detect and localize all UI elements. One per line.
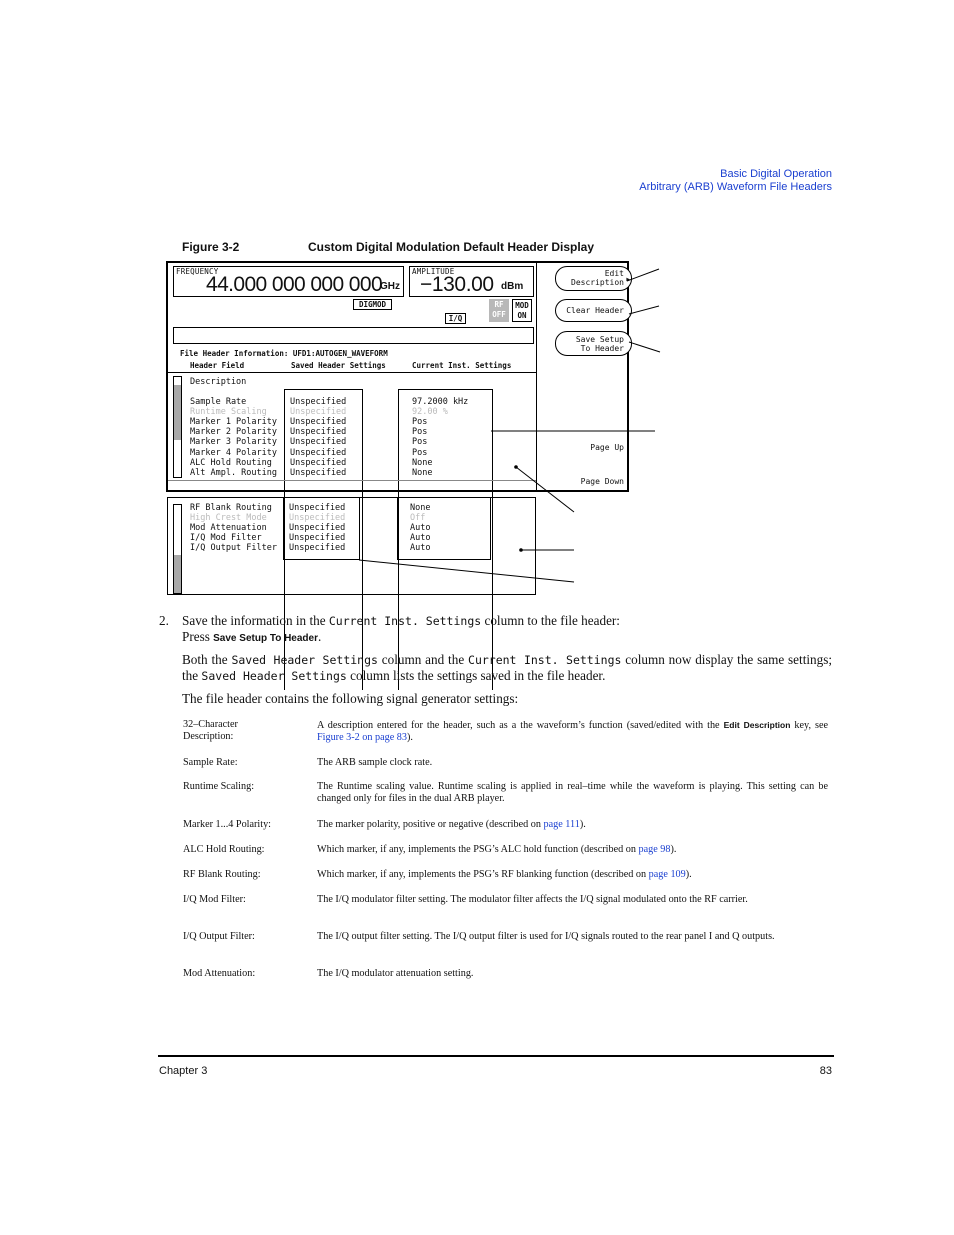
running-header-section: Basic Digital Operation <box>720 168 832 180</box>
row-saved: Unspecified <box>290 407 347 418</box>
save-setup-key-ref: Save Setup To Header <box>213 633 318 644</box>
frequency-value: 44.000 000 000 000 <box>206 273 383 296</box>
row-field[interactable]: I/Q Output Filter <box>190 543 277 554</box>
page-reference-link[interactable]: page 109 <box>648 869 686 880</box>
para1-t3: column now display <box>625 652 734 667</box>
page-reference-link[interactable]: page 111 <box>543 819 580 830</box>
settings-description <box>317 757 828 769</box>
mod-on-line1: MOD <box>515 301 529 310</box>
row-current: 92.00 % <box>412 407 448 418</box>
running-header-subsection: Arbitrary (ARB) Waveform File Headers <box>639 180 832 193</box>
settings-label <box>183 819 313 831</box>
row-field[interactable]: Sample Rate <box>190 397 247 407</box>
row-saved: Unspecified <box>289 543 346 554</box>
settings-description-text: ). <box>685 869 692 880</box>
settings-label-line: RF Blank Routing: <box>183 869 261 880</box>
row-current: Auto <box>410 543 431 554</box>
settings-description-text: ). <box>579 819 586 830</box>
save-setup-line1: Save Setup <box>575 335 624 344</box>
row-current: Auto <box>410 523 431 534</box>
settings-label-line: I/Q Output Filter: <box>183 931 255 942</box>
figure-number: Figure 3-2 <box>182 240 240 254</box>
settings-description-text: The marker polarity, positive or negative (described on <box>317 819 544 830</box>
para1-t4: the same settings; the <box>182 652 833 684</box>
row-field[interactable]: Marker 3 Polarity <box>190 437 277 448</box>
row-field[interactable]: ALC Hold Routing <box>190 457 272 468</box>
page-down-softkey[interactable]: Page Down <box>580 477 624 486</box>
row-field[interactable]: High Crest Mode <box>190 513 267 524</box>
row-field[interactable]: Marker 4 Polarity <box>190 447 277 458</box>
edit-description-line1: Edit <box>604 269 624 278</box>
settings-description-text: The Runtime scaling value. Runtime scaling is applied in real–time while the waveform is playing. This setting can be changed only for files in the dual ARB player. <box>317 781 828 805</box>
settings-description <box>317 781 828 805</box>
para1-t1: Both the <box>182 652 228 667</box>
row-field[interactable]: Mod Attenuation <box>190 523 267 534</box>
settings-description-text: The I/Q output filter setting. The I/Q output filter is used for I/Q signals routed to the rear panel I and Q outputs. <box>317 931 775 942</box>
col-header-saved: Saved Header Settings <box>291 361 386 370</box>
row-saved: Unspecified <box>290 427 347 438</box>
settings-label <box>183 781 313 793</box>
page-up-softkey[interactable]: Page Up <box>590 443 624 452</box>
settings-description-text: ). <box>670 844 677 855</box>
settings-label <box>183 719 313 743</box>
mod-on-line2: ON <box>517 311 527 320</box>
para1-c2: Current Inst. Settings <box>468 653 622 667</box>
row-current: Auto <box>410 533 431 544</box>
settings-label-line: 32–Character <box>183 719 238 730</box>
settings-description <box>317 931 828 943</box>
edit-description-line2: Description <box>571 278 624 287</box>
para1-c3: Saved Header Settings <box>201 669 347 684</box>
submenu-arrow-icon: ▶ <box>626 276 630 283</box>
settings-label-line: Mod Attenuation: <box>183 968 256 979</box>
paragraph-both <box>182 652 832 684</box>
clear-header-softkey[interactable]: Clear Header <box>555 299 632 322</box>
settings-description-text: ). <box>406 732 413 744</box>
amplitude-unit: dBm <box>501 281 524 292</box>
step-number: 2. <box>159 613 169 628</box>
save-setup-line2: To Header <box>580 344 624 353</box>
row-saved: Unspecified <box>290 417 347 428</box>
footer-page-number: 83 <box>819 1065 832 1077</box>
edit-key-ref: Edit <box>723 720 740 730</box>
col-header-current: Current Inst. Settings <box>412 361 512 370</box>
step2-code: Current Inst. Settings <box>328 614 482 628</box>
row-saved: Unspecified <box>289 523 346 534</box>
settings-description <box>317 869 828 881</box>
settings-label-line: I/Q Mod Filter: <box>183 894 246 905</box>
frequency-unit: GHz <box>380 281 400 292</box>
description-row-label: Description <box>190 377 247 387</box>
settings-label <box>183 931 313 943</box>
row-current: Pos <box>412 447 428 458</box>
settings-description <box>317 968 828 980</box>
settings-description-text: A description entered for the header, such as a the waveform’s function (saved/edited with the <box>317 720 720 731</box>
description-key-ref: Description <box>743 720 791 730</box>
row-saved: Unspecified <box>289 503 346 513</box>
step2-text-b: column to the file header: <box>484 613 620 628</box>
settings-description <box>317 819 828 831</box>
amplitude-label: AMPLITUDE <box>412 267 455 276</box>
settings-label <box>183 968 313 980</box>
row-saved: Unspecified <box>290 397 347 407</box>
row-current: None <box>412 457 433 468</box>
paragraph-contains: The file header contains the following signal generator settings: <box>182 691 519 706</box>
row-field[interactable]: Alt Ampl. Routing <box>190 467 277 478</box>
settings-description-text: key, see <box>790 720 829 731</box>
amplitude-value: −130.00 <box>420 273 494 296</box>
row-saved: Unspecified <box>289 513 346 524</box>
row-current: Pos <box>412 427 428 438</box>
settings-description-text: Which marker, if any, implements the PSG’s ALC hold function (described on <box>317 844 639 855</box>
settings-label-line: Runtime Scaling: <box>183 781 255 792</box>
row-field[interactable]: Runtime Scaling <box>190 407 267 418</box>
row-field[interactable]: Marker 1 Polarity <box>190 417 277 428</box>
para1-t2: column and the <box>381 652 465 667</box>
file-header-info: File Header Information: UFD1:AUTOGEN_WAVEFORM <box>180 349 388 358</box>
settings-description-text: The I/Q modulator filter setting. The modulator filter affects the I/Q signal modulated onto the RF carrier. <box>317 894 748 905</box>
footer-rule <box>158 1055 834 1057</box>
figure-title: Custom Digital Modulation Default Header Display <box>308 240 595 254</box>
settings-label <box>183 869 313 881</box>
row-field[interactable]: RF Blank Routing <box>190 503 272 513</box>
rf-off-line1: RF <box>494 300 504 309</box>
row-saved: Unspecified <box>290 447 347 458</box>
settings-label-line: Description: <box>183 731 234 743</box>
settings-description <box>317 844 828 856</box>
row-saved: Unspecified <box>290 467 347 478</box>
settings-description <box>317 719 828 744</box>
settings-label-line: Marker 1...4 Polarity: <box>183 819 271 830</box>
settings-description-text: The I/Q modulator attenuation setting. <box>317 968 474 979</box>
row-current: None <box>410 503 431 513</box>
row-current: None <box>412 467 433 478</box>
settings-description-text: The ARB sample clock rate. <box>317 757 433 768</box>
row-current: 97.2000 kHz <box>412 397 469 407</box>
row-current: Pos <box>412 437 428 448</box>
settings-label <box>183 757 313 769</box>
row-current: Pos <box>412 417 428 428</box>
row-field[interactable]: I/Q Mod Filter <box>190 533 262 544</box>
settings-description <box>317 894 828 906</box>
step2-press: Press <box>182 629 210 644</box>
step2-text-a: Save the information in the <box>182 613 326 628</box>
row-field[interactable]: Marker 2 Polarity <box>190 427 277 438</box>
step2-text <box>182 613 832 629</box>
row-current: Off <box>410 513 426 524</box>
step2-press-line <box>182 629 832 645</box>
para1-c1: Saved Header Settings <box>231 653 378 667</box>
row-saved: Unspecified <box>290 457 347 468</box>
page-reference-link[interactable]: page 98 <box>638 844 671 855</box>
settings-description-text: Which marker, if any, implements the PSG’s RF blanking function (described on <box>317 869 649 880</box>
settings-label-line: Sample Rate: <box>183 757 238 768</box>
settings-label <box>183 844 313 856</box>
para1-t5: column lists the settings saved in the file header. <box>350 668 606 684</box>
digmod-annunciator: DIGMOD <box>353 299 392 310</box>
row-saved: Unspecified <box>290 437 347 448</box>
row-saved: Unspecified <box>289 533 346 544</box>
settings-label <box>183 894 313 906</box>
settings-label-line: ALC Hold Routing: <box>183 844 265 855</box>
col-header-field: Header Field <box>190 361 245 370</box>
step2-period: . <box>318 629 322 644</box>
footer-chapter: Chapter 3 <box>159 1065 208 1077</box>
cross-reference-link[interactable]: Figure 3-2 on page 83 <box>317 732 407 744</box>
iq-annunciator: I/Q <box>445 313 466 324</box>
rf-off-line2: OFF <box>492 310 506 319</box>
frequency-label: FREQUENCY <box>176 267 219 276</box>
